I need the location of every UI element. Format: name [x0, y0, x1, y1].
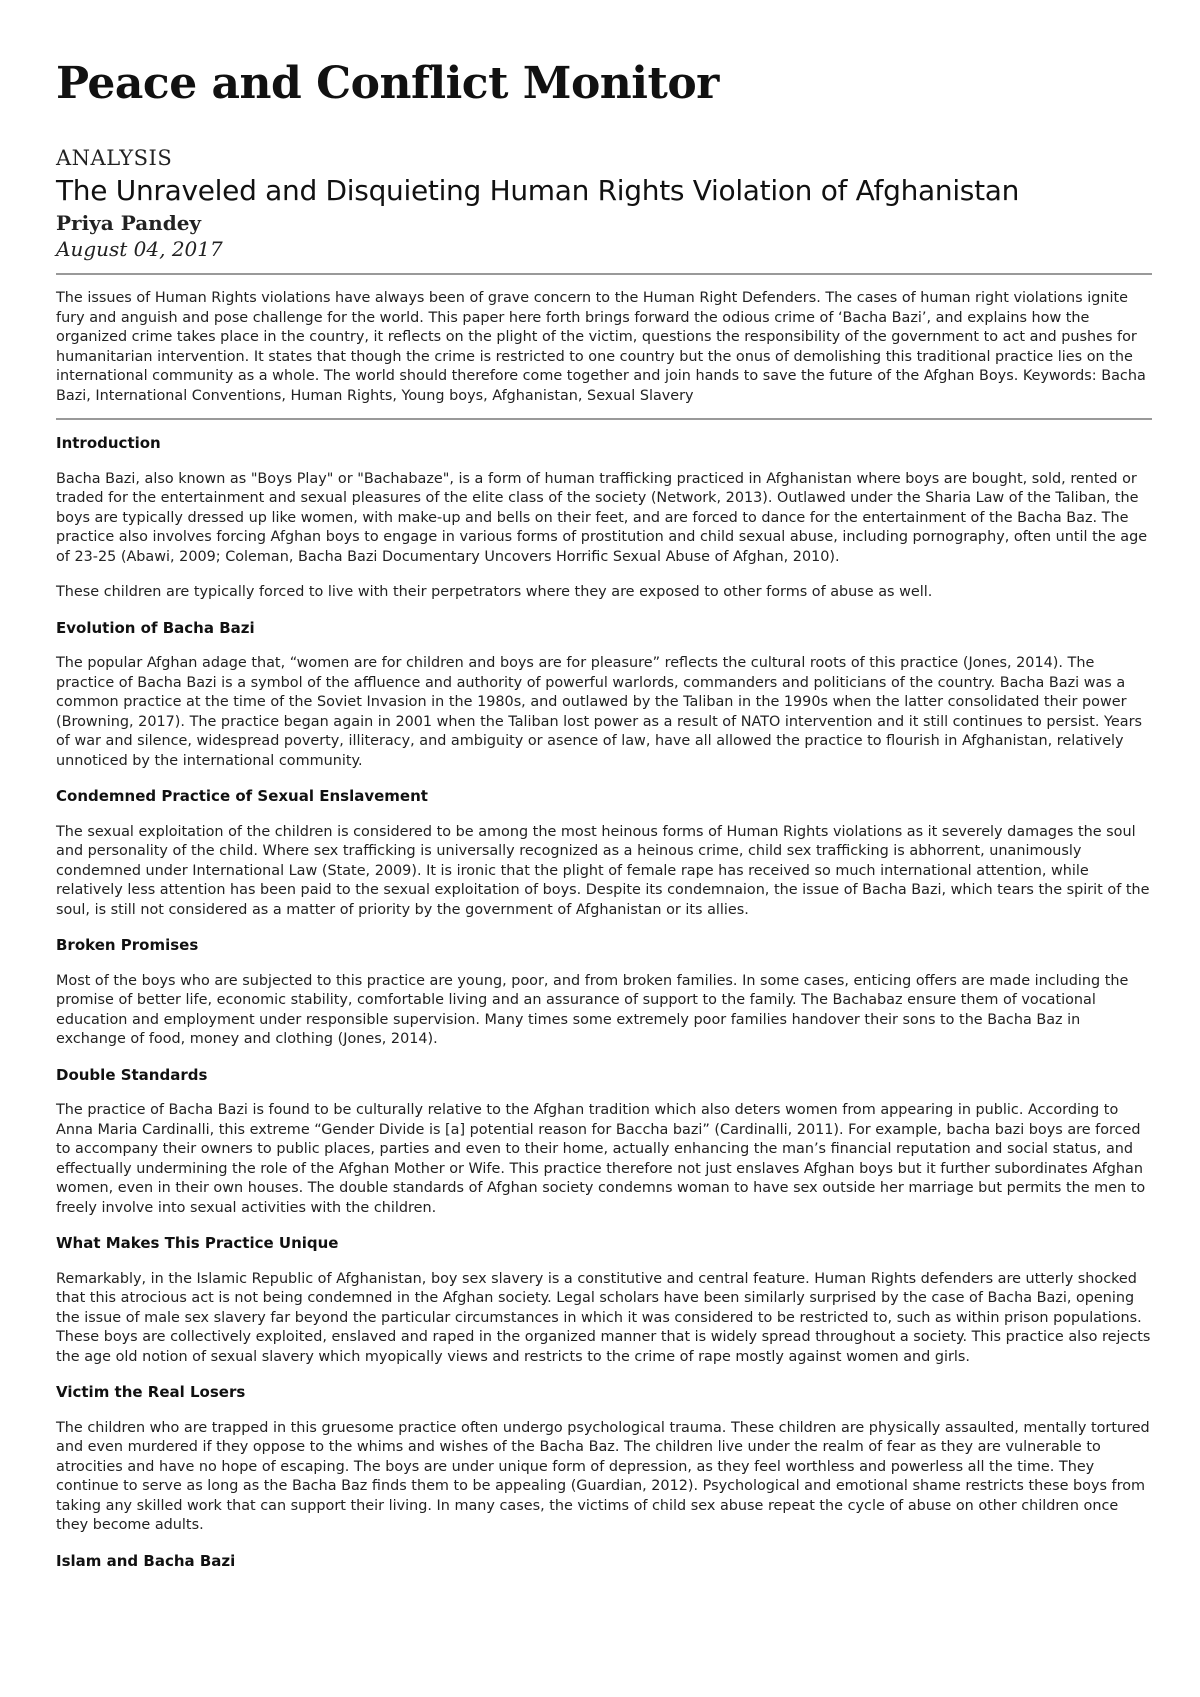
article-section — [56, 1234, 1152, 1367]
divider — [56, 418, 1152, 420]
article-abstract: The issues of Human Rights violations have always been of grave concern to the Human Right Defenders. The cases of human right violations ignite fury and anguish and pose challenge for the world. This paper here forth brings forward the odious crime of ‘Bacha Bazi’, and explains how the organized crime takes place in the country, it reflects on the plight of the victim, questions the responsibility of the government to act and pushes for humanitarian intervention. It states that though the crime is restricted to one country but the onus of demolishing this traditional practice lies on the international community as a whole. The world should therefore come together and join hands to save the future of the Afghan Boys. Keywords: Bacha Bazi, International Conventions, Human Rights, Young boys, Afghanistan, Sexual Slavery — [56, 290, 1146, 404]
paragraph: The popular Afghan adage that, “women are for children and boys are for pleasure” reflects the cultural roots of this practice (Jones, 2014). The practice of Bacha Bazi is a symbol of the affluence and authority of powerful warlords, commanders and politicians of the country. Bacha Bazi was a common practice at the time of the Soviet Invasion in the 1980s, and outlawed by the Taliban in the 1990s when the latter consolidated their power (Browning, 2017). The practice began again in 2001 when the Taliban lost power as a result of NATO intervention and it still continues to persist. Years of war and silence, widespread poverty, illiteracy, and ambiguity or asence of law, have all allowed the practice to flourish in Afghanistan, relatively unnoticed by the international community. — [56, 655, 1142, 769]
section-heading: Victim the Real Losers — [56, 1383, 246, 1402]
article-body — [56, 434, 1152, 1571]
paragraph: These children are typically forced to live with their perpetrators where they are exposed to other forms of abuse as well. — [56, 584, 933, 601]
paragraph: Most of the boys who are subjected to this practice are young, poor, and from broken families. In some cases, enticing offers are made including the promise of better life, economic stability, comfortable living and an assurance of support to the family. The Bachabaz ensure them of vocational education and employment under responsible supervision. Many times some extremely poor families handover their sons to the Bacha Baz in exchange of food, money and clothing (Jones, 2014). — [56, 972, 1129, 1048]
paragraph: The sexual exploitation of the children is considered to be among the most heinous forms of Human Rights violations as it severely damages the soul and personality of the child. Where sex trafficking is universally recognized as a heinous crime, child sex trafficking is abhorrent, unanimously condemned under International Law (State, 2009). It is ironic that the plight of female rape has received so much international attention, while relatively less attention has been paid to the sexual exploitation of boys. Despite its condemnaion, the issue of Bacha Bazi, which tears the spirit of the soul, is still not considered as a matter of priority by the government of Afghanistan or its allies. — [56, 823, 1150, 918]
article-section — [56, 619, 1152, 772]
article-section — [56, 434, 1152, 603]
article-author: Priya Pandey — [56, 211, 202, 236]
article-section — [56, 1552, 1152, 1572]
article-section — [56, 1383, 1152, 1536]
paragraph: The practice of Bacha Bazi is found to be culturally relative to the Afghan tradition which also deters women from appearing in public. According to Anna Maria Cardinalli, this extreme “Gender Divide is [a] potential reason for Baccha bazi” (Cardinalli, 2011). For example, bacha bazi boys are forced to accompany their owners to public places, parties and even to their home, actually enhancing the man’s financial reputation and social status, and effectually undermining the role of the Afghan Mother or Wife. This practice therefore not just enslaves Afghan boys but it further subordinates Afghan women, even in their own houses. The double standards of Afghan society condemns woman to have sex outside her marriage but permits the men to freely involve into sexual activities with the children. — [56, 1102, 1146, 1216]
section-heading: Condemned Practice of Sexual Enslavement — [56, 787, 428, 806]
section-heading: Double Standards — [56, 1065, 208, 1084]
article-title: The Unraveled and Disquieting Human Rights Violation of Afghanistan — [56, 174, 1020, 208]
section-label: ANALYSIS — [56, 146, 173, 171]
paragraph: Bacha Bazi, also known as "Boys Play" or "Bachabaze", is a form of human trafficking practiced in Afghanistan where boys are bought, sold, rented or traded for the entertainment and sexual pleasures of the elite class of the society (Network, 2013). Outlawed under the Sharia Law of the Taliban, the boys are typically dressed up like women, with make-up and bells on their feet, and are forced to dance for the entertainment of the Bacha Baz. The practice also involves forcing Afghan boys to engage in various forms of prostitution and child sexual abuse, including pornography, often until the age of 23-25 (Abawi, 2009; Coleman, Bacha Bazi Documentary Uncovers Horrific Sexual Abuse of Afghan, 2010). — [56, 470, 1148, 565]
section-heading: What Makes This Practice Unique — [56, 1234, 339, 1253]
paragraph: The children who are trapped in this gruesome practice often undergo psychological trauma. These children are physically assaulted, mentally tortured and even murdered if they oppose to the whims and wishes of the Bacha Baz. The children live under the realm of fear as they are vulnerable to atrocities and have no hope of escaping. The boys are under unique form of depression, as they feel worthless and powerless all the time. They continue to serve as long as the Bacha Baz finds them to be appealing (Guardian, 2012). Psychological and emotional shame restricts these boys from taking any skilled work that can support their living. In many cases, the victims of child sex abuse repeat the cycle of abuse on other children once they become adults. — [56, 1419, 1150, 1534]
paragraph: Remarkably, in the Islamic Republic of Afghanistan, boy sex slavery is a constitutive and central feature. Human Rights defenders are utterly shocked that this atrocious act is not being condemned in the Afghan society. Legal scholars have been similarly surprised by the case of Bacha Bazi, opening the issue of male sex slavery far beyond the particular circumstances in which it was considered to be restricted to, such as within prison populations. These boys are collectively exploited, enslaved and raped in the organized manner that is widely spread throughout a society. This practice also rejects the age old notion of sexual slavery which myopically views and restricts to the crime of rape mostly against women and girls. — [56, 1270, 1151, 1365]
article-section — [56, 1066, 1152, 1219]
article-date: August 04, 2017 — [56, 237, 223, 262]
article-section — [56, 936, 1152, 1050]
article-section — [56, 787, 1152, 920]
section-heading: Broken Promises — [56, 936, 199, 955]
section-heading: Introduction — [56, 434, 161, 453]
publication-masthead: Peace and Conflict Monitor — [56, 58, 719, 109]
section-heading: Evolution of Bacha Bazi — [56, 618, 255, 637]
divider — [56, 273, 1152, 275]
section-heading: Islam and Bacha Bazi — [56, 1551, 236, 1570]
